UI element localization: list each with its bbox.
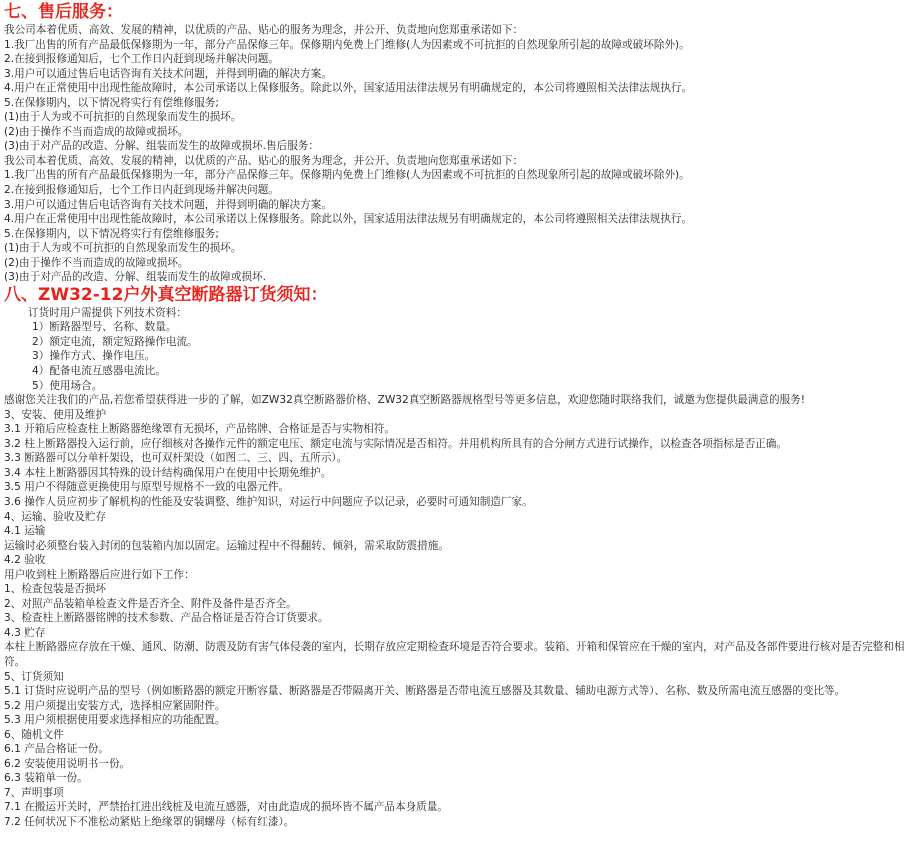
paragraph-line: 1.我厂出售的所有产品最低保修期为一年，部分产品保修三年。保修期内免费上门维修(人为因素或不可抗拒的自然现象所引起的故障或破坏除外)。 (4, 169, 690, 182)
paragraph-line: 5.1 订货时应说明产品的型号（例如断路器的额定开断容量、断路器是否带隔离开关、断路器是否带电流互感器及其数量、辅助电源方式等）、名称、数及所需电流互感器的变比等。 (4, 685, 846, 698)
paragraph-line: 3.用户可以通过售后电话咨询有关技术问题，并得到明确的解决方案。 (4, 67, 332, 80)
paragraph-line: 用户收到柱上断路器后应进行如下工作： (4, 568, 195, 581)
list-item: 5）使用场合。 (32, 379, 103, 392)
paragraph-line: (1)由于人为或不可抗拒的自然现象而发生的损坏。 (4, 242, 242, 255)
section-8-body (4, 393, 907, 829)
paragraph-line: 运输时必须整台装入封闭的包装箱内加以固定。运输过程中不得翻转、倾斜，需采取防震措施。 (4, 539, 449, 552)
paragraph-line: 7.1 在搬运开关时，严禁抬扛进出线桩及电流互感器，对由此造成的损坏皆不属产品本身质量。 (4, 801, 448, 814)
paragraph-line: 本柱上断路器应存放在干燥、通风、防潮、防震及防有害气体侵袭的室内，长期存放应定期检查环境是否符合要求。装箱、开箱和保管应在干燥的室内，对产品及各部件要进行核对是否完整和相符。 (4, 641, 905, 668)
paragraph-line: 3、检查柱上断路器铭牌的技术参数、产品合格证是否符合订货要求。 (4, 612, 329, 625)
order-requirements-list (4, 320, 907, 393)
paragraph-line: 2、对照产品装箱单检查文件是否齐全、附件及备件是否齐全。 (4, 597, 297, 610)
paragraph-line: 6.2 安装使用说明书一份。 (4, 757, 131, 770)
paragraph-line: 1、检查包装是否损坏 (4, 583, 107, 596)
paragraph-line: (2)由于操作不当而造成的故障或损坏。 (4, 125, 189, 138)
paragraph-line: 3.6 操作人员应初步了解机构的性能及安装调整、维护知识，对运行中问题应予以记录，必要时可通知制造厂家。 (4, 495, 533, 508)
paragraph-line: 4.用户在正常使用中出现性能故障时，本公司承诺以上保修服务。除此以外，国家适用法律法规另有明确规定的，本公司将遵照相关法律法规执行。 (4, 82, 693, 95)
paragraph-line: 7.2 任何状况下不准松动紧贴上绝缘罩的铜螺母（标有红漆）。 (4, 815, 295, 828)
section-8-heading: 八、ZW32-12户外真空断路器订货须知： (4, 284, 328, 305)
paragraph-line: (2)由于操作不当而造成的故障或损坏。 (4, 256, 189, 269)
paragraph-line: 3.2 柱上断路器投入运行前，应仔细核对各操作元件的额定电压、额定电流与实际情况是否相符。并用机构所具有的合分闸方式进行试操作，以检查各项指标是否正确。 (4, 437, 787, 450)
list-item: 2）额定电流，额定短路操作电流。 (32, 335, 198, 348)
paragraph-line: 6.3 装箱单一份。 (4, 772, 88, 785)
paragraph-line: 7、声明事项 (4, 786, 64, 799)
list-item: 1）断路器型号、名称、数量。 (32, 321, 177, 334)
paragraph-line: 我公司本着优质、高效、发展的精神，以优质的产品、贴心的服务为理念，并公开、负责地向您郑重承诺如下： (4, 24, 524, 36)
section-7-body (4, 23, 907, 285)
paragraph-line: 2.在接到报修通知后，七个工作日内赶到现场并解决问题。 (4, 184, 279, 197)
paragraph-line: 5.在保修期内，以下情况将实行有偿维修服务; (4, 96, 219, 109)
paragraph-line: 我公司本着优质、高效、发展的精神，以优质的产品、贴心的服务为理念，并公开、负责地向您郑重承诺如下： (4, 154, 524, 167)
paragraph-line: 3、安装、使用及维护 (4, 408, 107, 421)
paragraph-line: 6.1 产品合格证一份。 (4, 743, 109, 756)
paragraph-line: 1.我厂出售的所有产品最低保修期为一年，部分产品保修三年。保修期内免费上门维修(人为因素或不可抗拒的自然现象所引起的故障或破坏除外)。 (4, 38, 690, 51)
paragraph-line: 3.4 本柱上断路器因其特殊的设计结构确保用户在使用中长期免维护。 (4, 466, 332, 479)
paragraph-line: 5.3 用户须根据使用要求选择相应的功能配置。 (4, 714, 226, 727)
paragraph-line: 3.用户可以通过售后电话咨询有关技术问题，并得到明确的解决方案。 (4, 198, 332, 211)
paragraph-line: 3.3 断路器可以分单杆架设，也可双杆架设（如图二、三、四、五所示）。 (4, 452, 348, 465)
order-intro: 订货时用户需提供下列技术资料： (28, 306, 187, 319)
paragraph-line: 4.1 运输 (4, 525, 46, 538)
paragraph-line: 4.用户在正常使用中出现性能故障时，本公司承诺以上保修服务。除此以外，国家适用法律法规另有明确规定的，本公司将遵照相关法律法规执行。 (4, 213, 693, 226)
section-7-heading: 七、售后服务： (4, 2, 123, 22)
list-item: 4）配备电流互感器电流比。 (32, 365, 166, 378)
paragraph-line: 5、订货须知 (4, 670, 64, 683)
paragraph-line: 3.5 用户不得随意更换使用与原型号规格不一致的电器元件。 (4, 481, 290, 494)
paragraph-line: (3)由于对产品的改造、分解、组装而发生的故障或损坏. (4, 271, 267, 284)
paragraph-line: 6、随机文件 (4, 728, 64, 741)
paragraph-line: 4.2 验收 (4, 554, 46, 567)
paragraph-line: 4.3 贮存 (4, 626, 46, 639)
paragraph-line: 感谢您关注我们的产品,若您希望获得进一步的了解，如ZW32真空断路器价格、ZW32真空断路器规格型号等更多信息，欢迎您随时联络我们，诚邀为您提供最满意的服务! (4, 394, 806, 407)
paragraph-line: 3.1 开箱后应检查柱上断路器绝缘罩有无损坏，产品铭牌、合格证是否与实物相符。 (4, 423, 395, 436)
paragraph-line: (1)由于人为或不可抗拒的自然现象而发生的损坏。 (4, 111, 242, 124)
list-item: 3）操作方式、操作电压。 (32, 350, 156, 363)
paragraph-line: 2.在接到报修通知后，七个工作日内赶到现场并解决问题。 (4, 53, 279, 66)
paragraph-line: 4、运输、验收及贮存 (4, 510, 107, 523)
paragraph-line: 5.2 用户须提出安装方式，选择相应紧固附件。 (4, 699, 226, 712)
paragraph-line: (3)由于对产品的改造、分解、组装而发生的故障或损坏.售后服务： (4, 140, 319, 153)
paragraph-line: 5.在保修期内，以下情况将实行有偿维修服务; (4, 227, 219, 240)
